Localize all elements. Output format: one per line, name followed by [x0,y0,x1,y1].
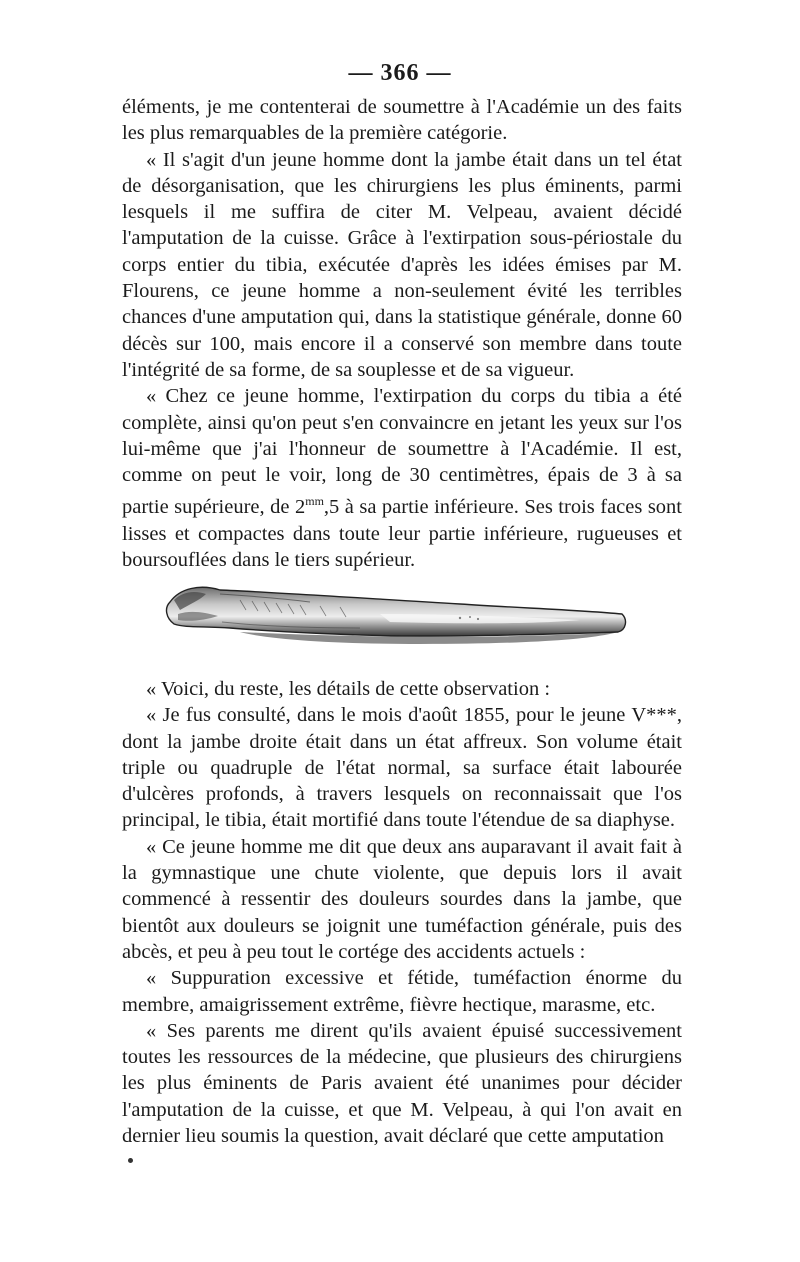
page-number: — 366 — [348,60,452,86]
tibia-bone-illustration [160,570,630,670]
paragraph-text: ,5 à sa partie inférieure. Ses trois faces sont lisses et compactes dans toute leur partie inférieure, rugueuses et boursouflées dans le tiers supérieur. [122,496,682,572]
text-block-bottom [122,676,682,1149]
paragraph: « Voici, du reste, les détails de cette observation : [146,678,551,700]
paragraph: « Ses parents me dirent qu'ils avaient épuisé successivement toutes les ressources de la médecine, que plusieurs des chirurgiens les plus éminents de Paris avaient été unanimes pour décider l'amputation de la cuisse, et que M. Velpeau, à qui l'on avait en dernier lieu soumis la question, avait déclaré que cette amputation [122,1019,682,1148]
footer-mark [128,1158,133,1163]
paragraph: « Je fus consulté, dans le mois d'août 1855, pour le jeune V***, dont la jambe droite était dans un état affreux. Son volume était triple ou quadruple de l'état normal, sa surface était labourée d'ulcères profonds, à travers lesquels on reconnaissait que l'os principal, le tibia, était mortifié dans toute l'étendue de sa diaphyse. [122,704,682,832]
paragraph: « Suppuration excessive et fétide, tuméfaction énorme du membre, amaigrissement extrême, fièvre hectique, marasme, etc. [122,967,682,1016]
paragraph-text: « Chez ce jeune homme, l'extirpation du corps du tibia a été complète, ainsi qu'on peut s'en convaincre en jetant les yeux sur l'os lui-même que j'ai l'honneur de soumettre à l'Académie. Il est, comme on peut le voir, long de 30 centimètres, épais de 3 à sa partie supérieure, de 2 [122,385,682,519]
paragraph: éléments, je me contenterai de soumettre à l'Académie un des faits les plus remarquables de la première catégorie. [122,96,682,145]
paragraph: « Ce jeune homme me dit que deux ans auparavant il avait fait à la gymnastique une chute violente, que depuis lors il avait commencé à ressentir des douleurs sourdes dans la jambe, que bientôt aux douleurs se joignit une tuméfaction générale, puis des abcès, et peu à peu tout le cortége des accidents actuels : [122,835,682,963]
text-block-top [122,94,682,573]
paragraph [122,383,682,573]
paragraph: « Il s'agit d'un jeune homme dont la jambe était dans un tel état de désorganisation, que les chirurgiens les plus éminents, parmi lesquels il me suffira de citer M. Velpeau, avaient décidé l'amputation de la cuisse. Grâce à l'extirpation sous-périostale du corps entier du tibia, exécutée d'après les idées émises par M. Flourens, ce jeune homme a non-seulement évité les terribles chances d'une amputation qui, dans la statistique générale, donne 60 décès sur 100, mais encore il a conservé son membre dans toute l'intégrité de sa forme, de sa souplesse et de sa vigueur. [122,148,682,381]
unit-superscript: mm [305,494,324,509]
